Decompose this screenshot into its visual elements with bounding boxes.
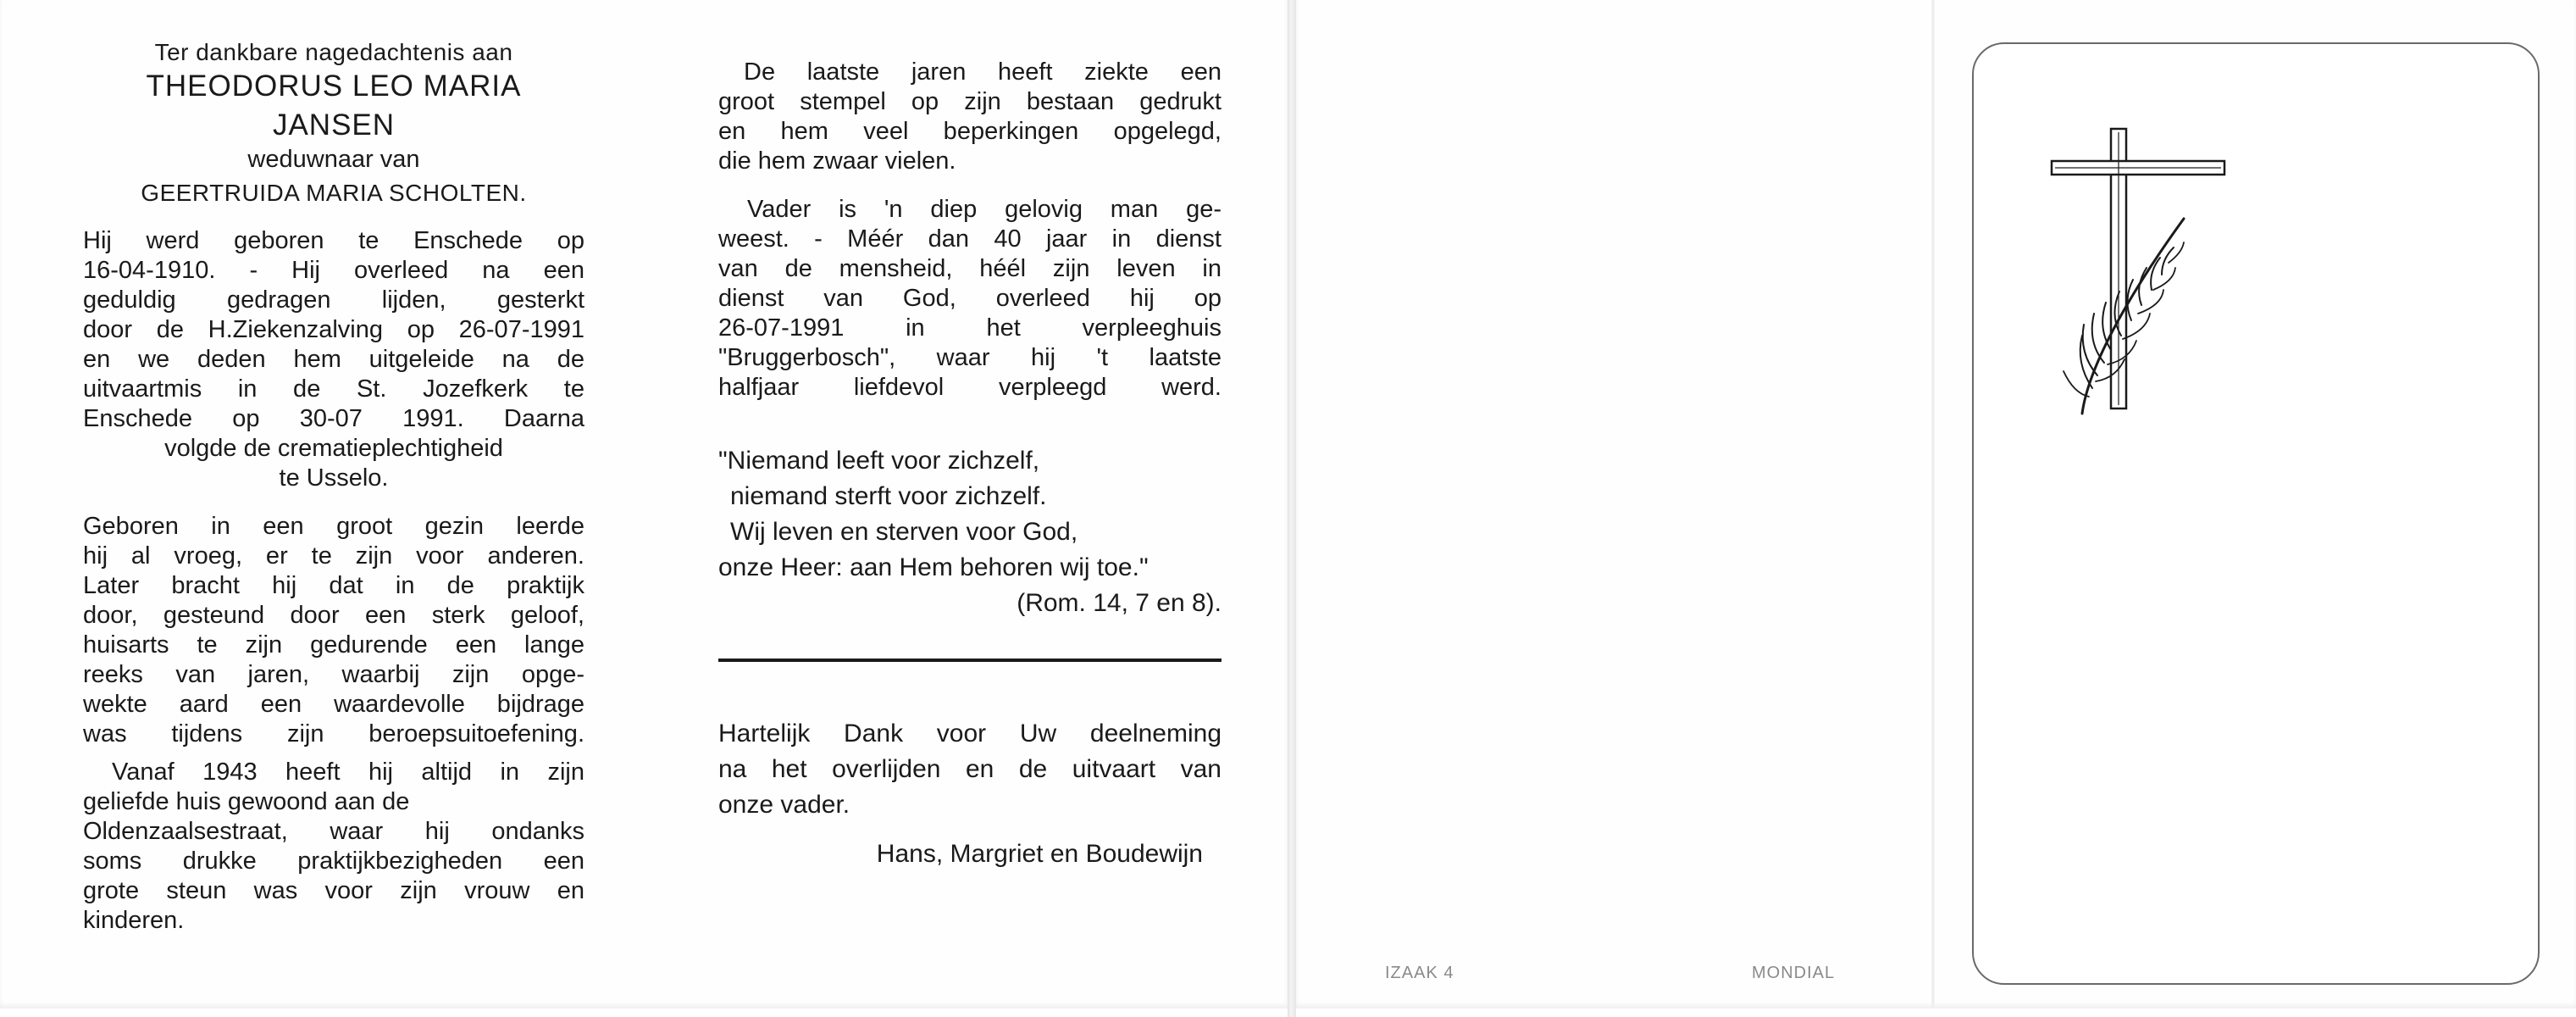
deceased-name-line2: JANSEN (272, 108, 396, 142)
text-line: en we deden hem uitgeleide na de (83, 346, 584, 373)
text-line: door de H.Ziekenzalving op 26-07-1991 (83, 316, 584, 343)
dedication-intro: Ter dankbare nagedachtenis aan (154, 39, 513, 65)
text-line: huisarts te zijn gedurende een lange (83, 631, 584, 659)
text-line: uitvaartmis in de St. Jozefkerk te (83, 375, 584, 403)
text-line: dienst van God, overleed hij op (718, 285, 1222, 312)
text-line: Enschede op 30-07 1991. Daarna (83, 405, 584, 432)
paragraph-illness (718, 58, 1222, 176)
text-line: onze vader. (718, 791, 850, 819)
text-line: geduldig gedragen lijden, gesterkt (83, 286, 584, 314)
text-line: grote steun was voor zijn vrouw en (83, 877, 584, 904)
text-line: Hij werd geboren te Enschede op (83, 227, 584, 254)
text-line: die hem zwaar vielen. (718, 147, 956, 175)
text-line: groot stempel op zijn bestaan gedrukt (718, 88, 1222, 115)
text-line: en hem veel beperkingen opgelegd, (718, 118, 1222, 145)
card-gap (1288, 0, 1296, 1017)
text-line: door, gesteund door een sterk geloof, (83, 602, 584, 629)
text-line: te Usselo. (279, 464, 389, 492)
text-line: 16-04-1910. - Hij overleed na een (83, 257, 584, 284)
text-line: Vanaf 1943 heeft hij altijd in zijn (112, 759, 584, 786)
text-line: wekte aard een waardevolle bijdrage (83, 691, 584, 718)
text-line: weest. - Méér dan 40 jaar in dienst (718, 225, 1222, 253)
bible-quote (718, 443, 1222, 621)
cross-with-palm-branch-icon (2033, 117, 2236, 431)
inner-spread (0, 0, 1288, 1009)
paragraph-career (83, 512, 584, 749)
fold-crease (1931, 0, 1935, 1009)
printer-code-left: IZAAK 4 (1385, 964, 1454, 982)
paragraph-life-dates (83, 226, 584, 493)
spouse-name: GEERTRUIDA MARIA SCHOLTEN. (141, 180, 527, 206)
quote-line: niemand sterft voor zichzelf. (730, 482, 1047, 510)
thanks-paragraph (718, 716, 1222, 823)
text-line: kinderen. (83, 907, 185, 934)
text-line: Hartelijk Dank voor Uw deelneming (718, 720, 1222, 747)
paragraph-home (83, 758, 584, 936)
text-line: soms drukke praktijkbezigheden een (83, 848, 584, 875)
quote-source: (Rom. 14, 7 en 8). (1017, 589, 1222, 617)
quote-line: "Niemand leeft voor zichzelf, (718, 447, 1040, 475)
text-line: geliefde huis gewoond aan de (83, 788, 410, 815)
text-line: Later bracht hij dat in de praktijk (83, 572, 584, 599)
text-line: reeks van jaren, waarbij zijn opge- (83, 661, 584, 688)
text-line: "Bruggerbosch", waar hij 't laatste (718, 344, 1222, 371)
relation-label: weduwnaar van (247, 146, 420, 173)
memorial-text-left (83, 37, 584, 936)
quote-line: onze Heer: aan Hem behoren wij toe." (718, 553, 1149, 581)
text-line: Geboren in een groot gezin leerde (83, 513, 584, 540)
paragraph-faith (718, 195, 1222, 403)
memorial-text-middle (718, 58, 1222, 872)
text-line: halfjaar liefdevol verpleegd werd. (718, 374, 1222, 401)
text-line: Oldenzaalsestraat, waar hij ondanks (83, 818, 584, 845)
text-line: 26-07-1991 in het verpleeghuis (718, 314, 1222, 342)
text-line: volgde de crematieplechtigheid (164, 435, 503, 462)
text-line: De laatste jaren heeft ziekte een (744, 58, 1222, 86)
text-line: van de mensheid, héél zijn leven in (718, 255, 1222, 282)
quote-line: Wij leven en sterven voor God, (730, 518, 1078, 546)
printer-code-right: MONDIAL (1752, 964, 1836, 982)
text-line: na het overlijden en de uitvaart van (718, 755, 1222, 783)
signature: Hans, Margriet en Boudewijn (876, 840, 1203, 868)
text-line: hij al vroeg, er te zijn voor anderen. (83, 542, 584, 570)
text-line: Vader is 'n diep gelovig man ge- (747, 196, 1222, 223)
deceased-name-line1: THEODORUS LEO MARIA (146, 69, 522, 103)
text-line: was tijdens zijn beroepsuitoefening. (83, 720, 584, 747)
